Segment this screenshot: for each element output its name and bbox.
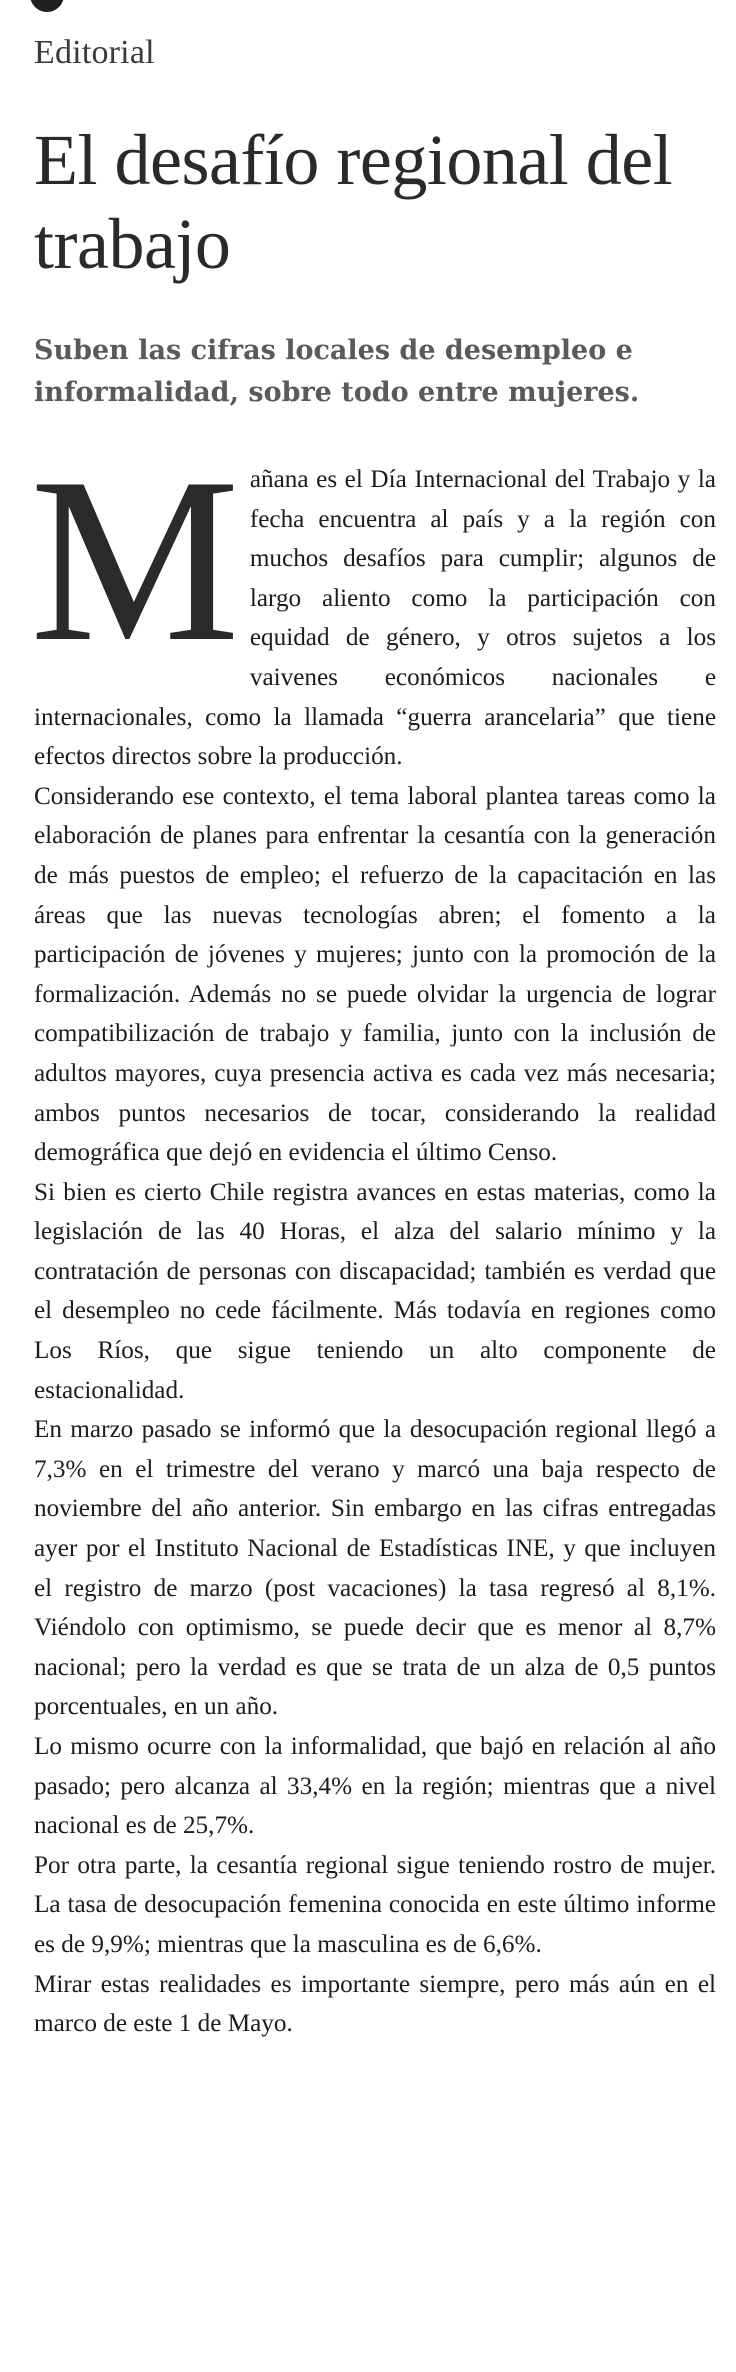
paragraph-7: Mirar estas realidades es importante siempre, pero más aún en el marco de este 1 de Mayo.: [34, 1970, 716, 2038]
paragraph-2: Considerando ese contexto, el tema laboral plantea tareas como la elaboración de planes para enfrentar la cesantía con la generación de más puestos de empleo; el refuerzo de la capacitación en las áreas que las nuevas tecnologías abren; el fomento a la participación de jóvenes y mujeres; junto con la promoción de la formalización. Además no se puede olvidar la urgencia de lograr compatibilización de trabajo y familia, junto con la inclusión de adultos mayores, cuya presencia activa es cada vez más necesaria; ambos puntos necesarios de tocar, considerando la realidad demográfica que dejó en evidencia el último Censo.: [34, 782, 716, 1167]
paragraph-6: Por otra parte, la cesantía regional sigue teniendo rostro de mujer. La tasa de desocupación femenina conocida en este último informe es de 9,9%; mientras que la masculina es de 6,6%.: [34, 1851, 716, 1958]
paragraph-5: Lo mismo ocurre con la informalidad, que bajó en relación al año pasado; pero alcanza al 33,4% en la región; mientras que a nivel nacional es de 25,7%.: [34, 1733, 716, 1840]
section-logo-mark: [30, 0, 64, 12]
paragraph-4: En marzo pasado se informó que la desocupación regional llegó a 7,3% en el trimestre del verano y marcó una baja respecto de noviembre del año anterior. Sin embargo en las cifras entregadas ayer por el Instituto Nacional de Estadísticas INE, y que incluyen el registro de marzo (post vacaciones) la tasa regresó al 8,1%. Viéndolo con optimismo, se puede decir que es menor al 8,7% nacional; pero la verdad es que se trata de un alza de 0,5 puntos porcentuales, en un año.: [34, 1416, 716, 1721]
paragraph-3: Si bien es cierto Chile registra avances en estas materias, como la legislación de las 40 Horas, el alza del salario mínimo y la contratación de personas con discapacidad; también es verdad que el desempleo no cede fácilmente. Más todavía en regiones como Los Ríos, que sigue teniendo un alto componente de estacionalidad.: [34, 1178, 716, 1404]
paragraph-1: [30, 430, 716, 777]
subtitle: Suben las cifras locales de desempleo e informalidad, sobre todo entre mujeres.: [34, 335, 640, 408]
dropcap: M: [30, 430, 240, 691]
section-label: Editorial: [34, 34, 155, 71]
article-body: [30, 430, 716, 2044]
paragraph-1-text: añana es el Día Internacional del Trabajo y la fecha encuentra al país y a la región con muchos desafíos para cumplir; algunos de largo aliento como la participación con equidad de género, y otros sujetos a los vaivenes económicos nacionales e internacionales, como la llamada “guerra arancelaria” que tiene efectos directos sobre la producción.: [34, 466, 716, 771]
headline: El desafío regional del trabajo: [34, 120, 673, 284]
